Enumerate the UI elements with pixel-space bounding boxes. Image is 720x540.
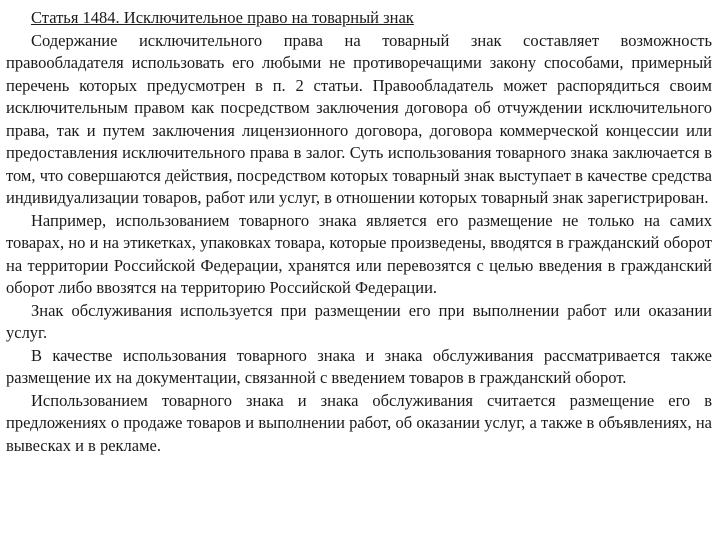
paragraph-service-mark: Знак обслуживания используется при размещении его при выполнении работ или оказании услуг. bbox=[6, 300, 712, 342]
paragraph-exclusive-right-content: Содержание исключительного права на товарный знак составляет возможность правообладателя использовать его любыми не противоречащими закону способами, примерный перечень которых предусмотрен в п. 2 статьи. Правообладатель может распорядиться своим исключительным правом как посредством заключения договора об отчуждении исключительного права, так и путем заключения лицензионного договора, договора коммерческой концессии или предоставления исключительного права в залог. Суть использования товарного знака заключается в том, что совершаются действия, посредством которых товарный знак выступает в качестве средства индивидуализации товаров, работ или услуг, в отношении которых товарный знак зарегистрирован. bbox=[6, 30, 712, 207]
paragraph-trademark-usage-example: Например, использованием товарного знака является его размещение не только на самих товарах, но и на этикетках, упаковках товара, которые произведены, вводятся в гражданский оборот на территории Российской Федерации, хранятся или перевозятся с целью введения в гражданский оборот либо ввозятся на территорию Российской Федерации. bbox=[6, 210, 712, 297]
paragraph-advertising-usage: Использованием товарного знака и знака обслуживания считается размещение его в предложениях о продаже товаров и выполнении работ, об оказании услуг, а также в объявлениях, на вывесках и в рекламе. bbox=[6, 390, 712, 455]
paragraph-documentation-usage: В качестве использования товарного знака и знака обслуживания рассматривается также размещение их на документации, связанной с введением товаров в гражданский оборот. bbox=[6, 345, 712, 387]
article-title: Статья 1484. Исключительное право на товарный знак bbox=[31, 8, 414, 27]
